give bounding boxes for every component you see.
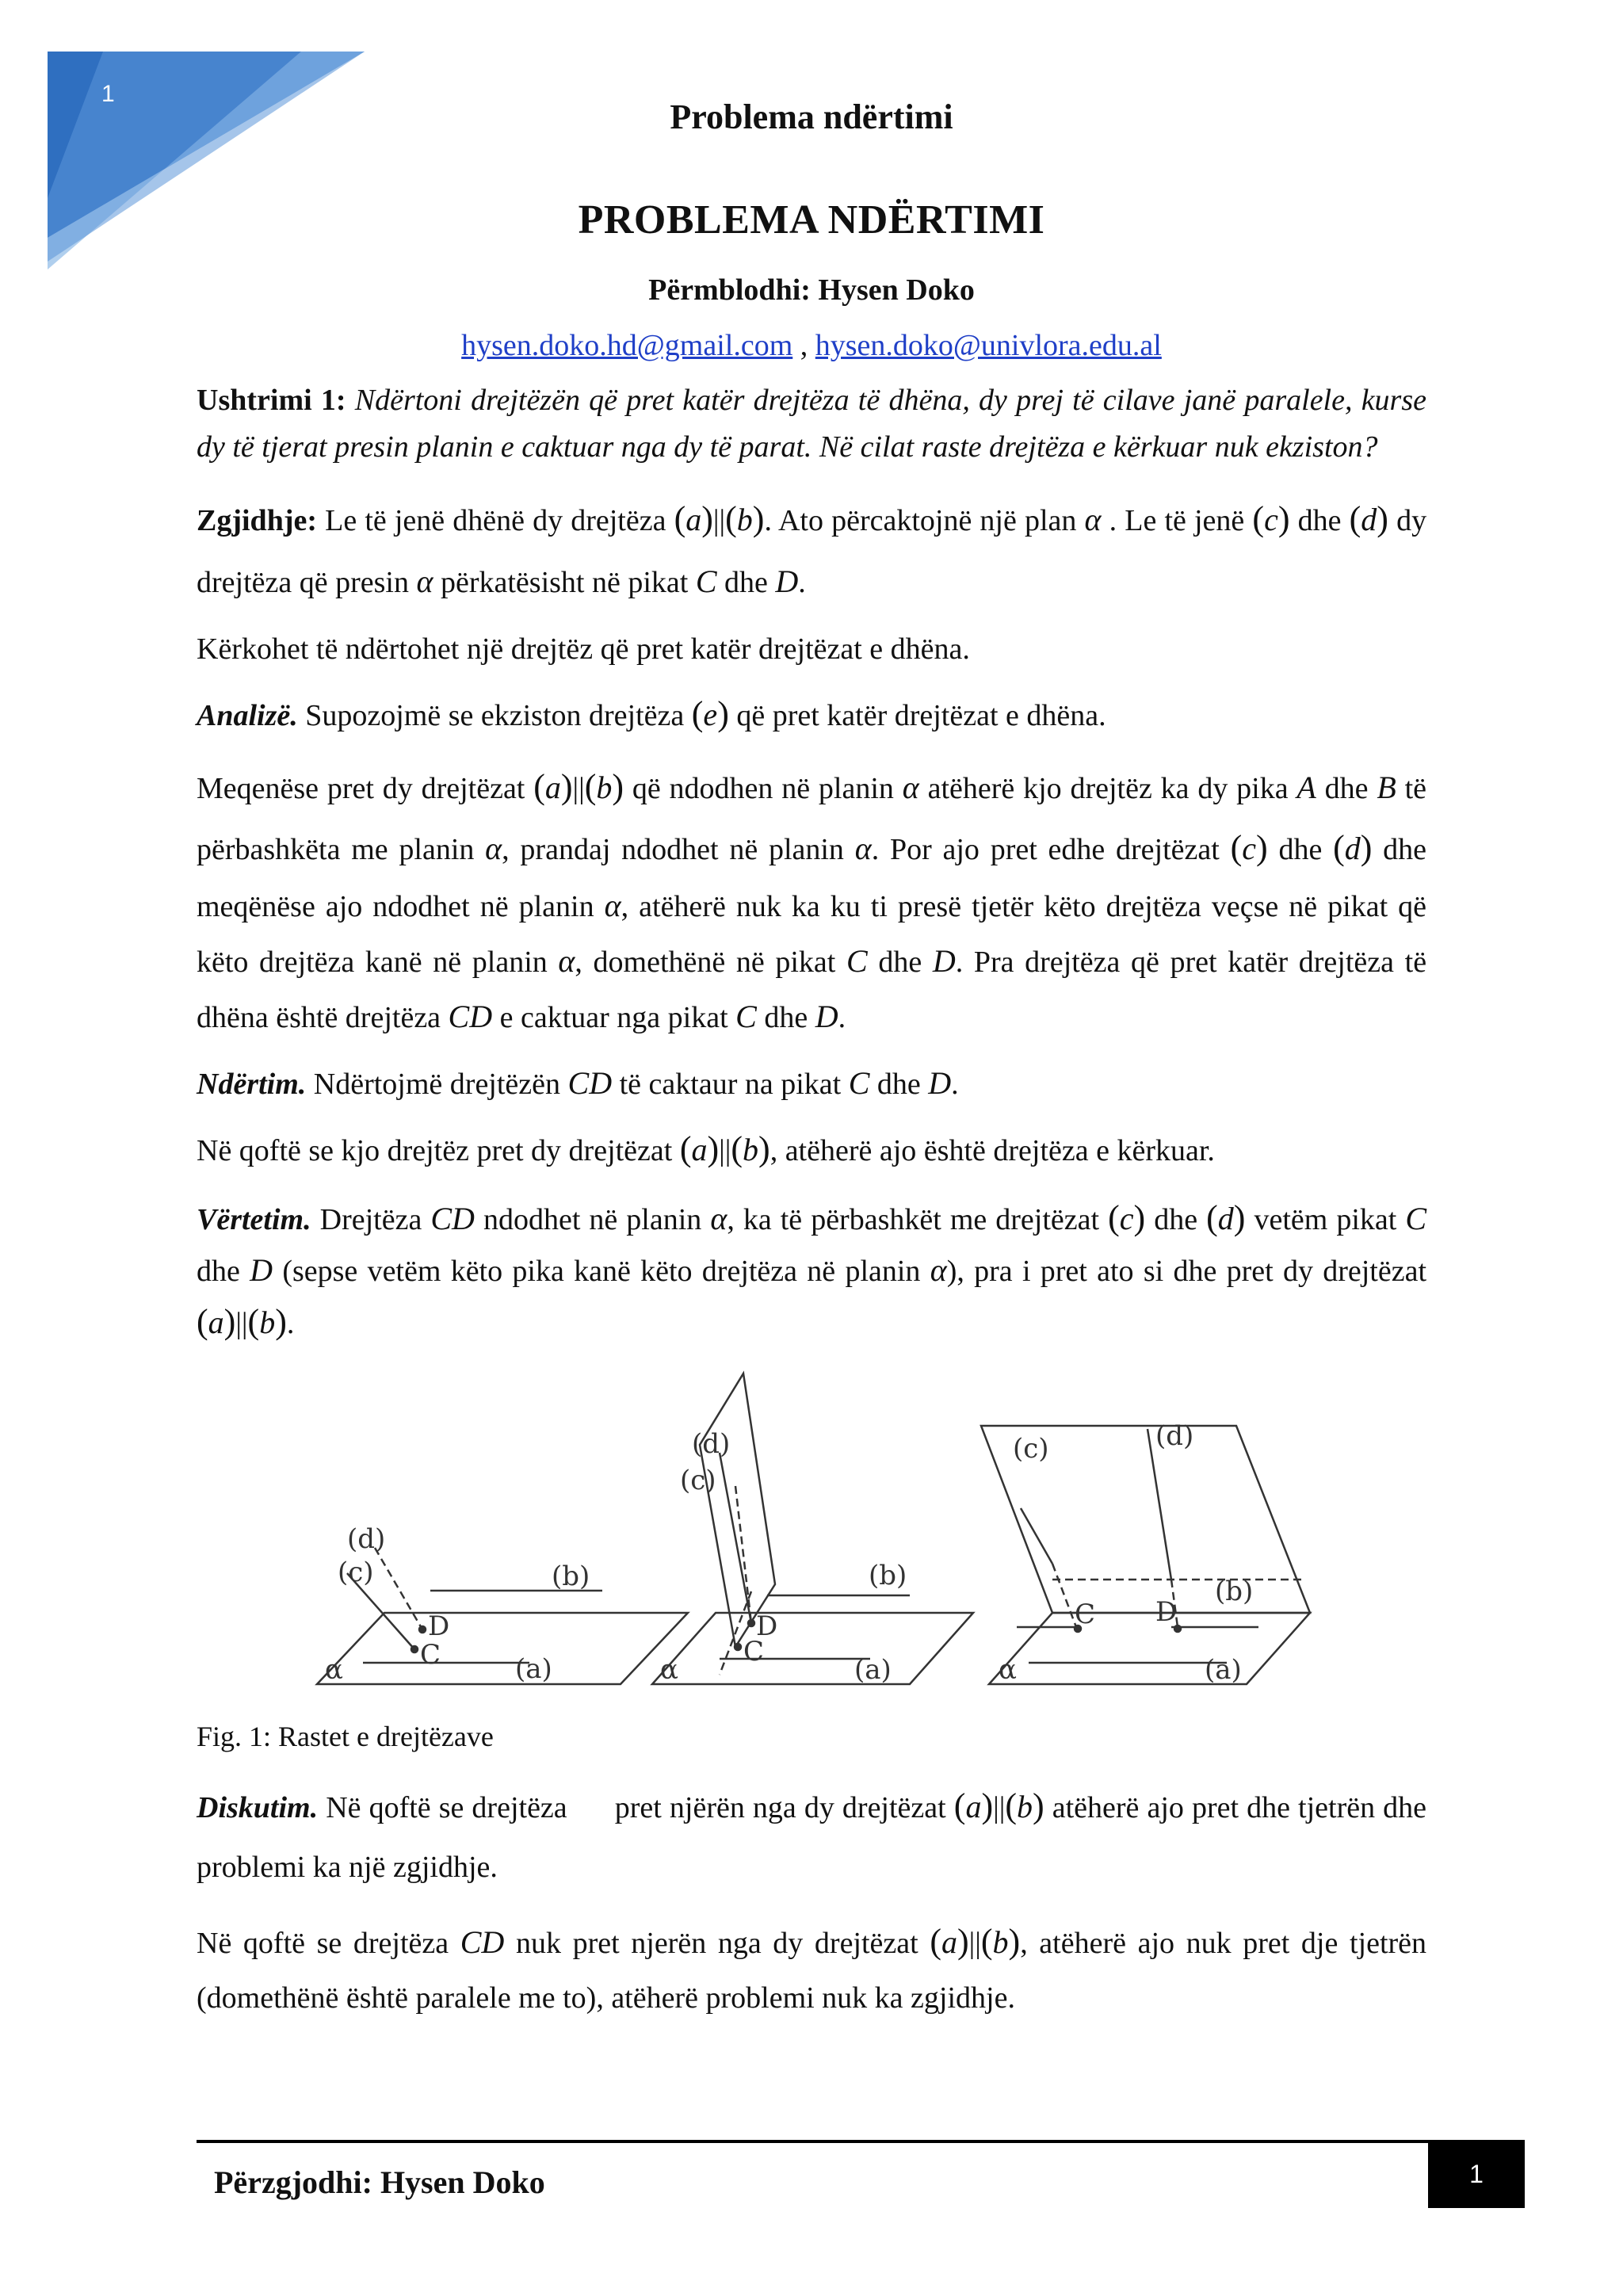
math-alpha: α: [710, 1201, 727, 1237]
math-alpha: α: [930, 1251, 947, 1288]
sought-paragraph: Kërkohet të ndërtohet një drejtëz që pret katër drejtëzat e dhëna.: [197, 632, 970, 667]
main-content: [197, 377, 1426, 2038]
paren: (: [731, 1129, 743, 1169]
figure-diagram: [197, 1366, 1426, 1714]
text: ), pra i pret ato si dhe pret dy drejtëzat: [946, 1254, 1427, 1288]
math-b: b: [259, 1305, 276, 1341]
math-b: b: [596, 770, 613, 806]
fig1-label-b: (b): [552, 1560, 590, 1592]
paren: (: [725, 499, 737, 538]
math-c: c: [1242, 831, 1257, 867]
text: , atëherë ajo është drejtëza e kërkuar.: [769, 1134, 1215, 1168]
paren: (: [1108, 1198, 1120, 1238]
paren: (: [679, 1129, 692, 1169]
math-A: A: [1296, 770, 1316, 806]
fig3-label-a: (a): [1205, 1653, 1242, 1686]
author-line: Përmblodhi: Hysen Doko: [648, 273, 975, 307]
text: Në qoftë se drejtëza: [326, 1790, 567, 1824]
paren: ): [612, 767, 624, 807]
text: (sepse vetëm këto pika kanë këto drejtëza në planin: [282, 1254, 921, 1288]
figure-panel-1: [317, 1523, 688, 1686]
text: , domethënë në pikat: [575, 946, 836, 980]
proof-label: Vërtetim.: [197, 1203, 311, 1237]
fig2-label-a: (a): [854, 1653, 892, 1686]
fig3-label-alpha: α: [999, 1653, 1017, 1686]
paren: ): [707, 1129, 720, 1169]
exercise-label: Ushtrimi 1:: [197, 384, 346, 417]
fig1-label-d: (d): [347, 1522, 386, 1555]
math-D: D: [928, 1065, 952, 1102]
text: dhe: [1278, 833, 1323, 867]
math-b: b: [1016, 1788, 1033, 1824]
text: . Por ajo pret edhe drejtëzat: [871, 833, 1220, 867]
math-alpha: α: [416, 563, 433, 600]
paren: (: [1230, 828, 1243, 868]
fig1-label-C: C: [420, 1638, 441, 1671]
text: . Le të jenë: [1109, 503, 1245, 537]
paren: ): [758, 1129, 770, 1169]
paren: ): [1008, 1921, 1021, 1961]
paren: ): [560, 767, 573, 807]
text: .: [798, 566, 806, 600]
parallel-symbol: ||: [968, 1926, 981, 1960]
paren: ): [701, 499, 713, 538]
paren: (: [1252, 499, 1265, 538]
text: , ka të përbashkët me drejtëzat: [727, 1203, 1100, 1237]
paren: ): [981, 1786, 994, 1825]
math-C: C: [735, 999, 757, 1035]
text: që pret katër drejtëzat e dhëna.: [736, 699, 1106, 733]
since-paragraph: [197, 756, 1426, 1045]
text: dhe: [876, 1068, 921, 1102]
fig1-label-D: D: [428, 1610, 450, 1642]
math-a: a: [208, 1305, 224, 1341]
text: .: [951, 1068, 959, 1102]
math-d: d: [1361, 501, 1377, 537]
email-link-univlora[interactable]: hysen.doko@univlora.edu.al: [815, 329, 1162, 362]
text: ndodhet në planin: [483, 1203, 702, 1237]
paren: ): [1377, 499, 1388, 538]
text: pret njërën nga dy drejtëzat: [614, 1790, 946, 1824]
math-b: b: [743, 1132, 759, 1168]
discussion-paragraph: [197, 1773, 1426, 1897]
math-CD: CD: [430, 1201, 475, 1237]
text: Ndërtojmë drejtëzën: [313, 1068, 561, 1102]
text: dhe: [1324, 772, 1369, 806]
fig2-label-D: D: [756, 1610, 778, 1642]
text: . Ato përcaktojnë një plan: [764, 503, 1077, 537]
paren: ): [1360, 828, 1373, 868]
text: nuk pret njerën nga dy drejtëzat: [515, 1926, 918, 1960]
paren: ): [1256, 828, 1268, 868]
math-a: a: [685, 501, 702, 537]
running-header: Problema ndërtimi: [670, 97, 953, 136]
fig2-label-c: (c): [680, 1464, 716, 1496]
fig1-label-a: (a): [515, 1652, 552, 1685]
figure-line-cases: [197, 1366, 1426, 1714]
footer-rule: [197, 2140, 1434, 2143]
fig2-label-d: (d): [692, 1427, 731, 1460]
math-a: a: [965, 1788, 982, 1824]
fig3-label-D: D: [1155, 1595, 1178, 1628]
figure-panel-3: [981, 1420, 1310, 1686]
math-D: D: [775, 563, 799, 600]
text: .: [838, 1001, 846, 1035]
paren: ): [957, 1921, 969, 1961]
text: Meqenëse pret dy drejtëzat: [197, 772, 525, 806]
math-alpha: α: [558, 943, 575, 980]
math-D: D: [815, 999, 838, 1035]
text: të caktaur na pikat: [619, 1068, 842, 1102]
paren: ): [752, 499, 765, 538]
fig3-label-C: C: [1075, 1598, 1096, 1630]
text: Pra drejtëza që pret katër drejtëza të dhëna është drejtëza: [197, 946, 1427, 1035]
text: Në qoftë se kjo drejtëz pret dy drejtëzat: [197, 1134, 673, 1168]
solution-paragraph: [197, 486, 1426, 613]
math-b: b: [736, 501, 753, 537]
math-alpha: α: [854, 831, 872, 867]
email-links: [0, 328, 1623, 363]
email-separator: ,: [792, 329, 815, 362]
text: vetëm pikat: [1254, 1203, 1397, 1237]
email-link-gmail[interactable]: hysen.doko.hd@gmail.com: [461, 329, 793, 362]
text: Drejtëza: [319, 1203, 422, 1237]
fig1-label-alpha: α: [325, 1653, 343, 1686]
text: dhe meqënëse ajo ndodhet në planin: [197, 833, 1427, 924]
math-CD: CD: [460, 1924, 505, 1960]
paren: (: [980, 1921, 993, 1961]
math-alpha: α: [1084, 501, 1102, 537]
paren: (: [1005, 1786, 1017, 1825]
text: atëherë ajo pret dhe tjetrën dhe problemi ka një zgjidhje.: [197, 1790, 1427, 1885]
paren: ): [223, 1302, 236, 1342]
math-C: C: [848, 1065, 870, 1102]
math-c: c: [1119, 1201, 1134, 1237]
text: dy drejtëza që presin: [197, 503, 1427, 600]
paren: ): [717, 694, 729, 734]
footer-page-number: 1: [1428, 2140, 1525, 2208]
text: përkatësisht në pikat: [440, 566, 689, 600]
footer-credit: Përzgjodhi: Hysen Doko: [214, 2164, 545, 2200]
math-D: D: [250, 1251, 273, 1288]
fig2-label-C: C: [743, 1635, 765, 1668]
fig2-label-alpha: α: [660, 1653, 678, 1686]
math-a: a: [691, 1132, 708, 1168]
header-page-number: 1: [101, 81, 115, 107]
figure-caption: Fig. 1: Rastet e drejtëzave: [197, 1720, 494, 1752]
if-parallel-paragraph: [197, 1122, 1426, 1177]
paren: (: [533, 767, 545, 807]
paren: (: [953, 1786, 966, 1825]
paren: (: [1333, 828, 1345, 868]
text: dhe: [724, 566, 768, 600]
text: Le të jenë dhënë dy drejtëza: [325, 503, 666, 537]
fig1-label-c: (c): [338, 1556, 374, 1588]
math-d: d: [1217, 1201, 1234, 1237]
math-e: e: [703, 697, 718, 733]
analysis-paragraph: [197, 687, 1426, 742]
page-title: PROBLEMA NDËRTIMI: [578, 197, 1045, 243]
no-solution-paragraph: [197, 1911, 1426, 2025]
text: dhe: [1297, 503, 1342, 537]
math-b: b: [992, 1924, 1009, 1960]
text: dhe: [197, 1254, 240, 1288]
math-CD: CD: [448, 999, 493, 1035]
proof-paragraph: [197, 1191, 1426, 1350]
analysis-label: Analizë.: [197, 699, 298, 733]
text: të përbashkëta me planin: [197, 772, 1427, 867]
text: atëherë kjo drejtëz ka dy pika: [927, 772, 1289, 806]
math-CD: CD: [567, 1065, 613, 1102]
math-a: a: [941, 1924, 957, 1960]
math-c: c: [1264, 501, 1278, 537]
text: dhe: [878, 946, 922, 980]
paren: ): [1032, 1786, 1044, 1825]
math-C: C: [846, 943, 868, 980]
paren: (: [197, 1302, 208, 1342]
exercise-paragraph: [197, 377, 1426, 472]
paren: (: [1206, 1198, 1218, 1238]
math-d: d: [1344, 831, 1361, 867]
construction-paragraph: [197, 1059, 1426, 1108]
text: , atëherë nuk ka ku ti presë tjetër këto drejtëza veçse në pikat që këto drejtëza kanë në planin: [197, 890, 1427, 980]
math-alpha: α: [902, 770, 919, 806]
discussion-label: Diskutim.: [197, 1790, 319, 1824]
text: Supozojmë se ekziston drejtëza: [305, 699, 685, 733]
math-a: a: [544, 770, 561, 806]
text: , atëherë ajo nuk pret dje tjetrën (domethënë është paralele me to), atëherë problemi nuk ka zgjidhje.: [197, 1926, 1427, 2015]
math-C: C: [1405, 1201, 1427, 1237]
parallel-symbol: ||: [719, 1134, 731, 1168]
parallel-symbol: ||: [572, 772, 585, 806]
paren: ): [1133, 1198, 1146, 1238]
math-alpha: α: [604, 888, 621, 924]
parallel-symbol: ||: [712, 503, 726, 537]
fig3-label-c: (c): [1013, 1432, 1049, 1465]
paren: (: [1349, 499, 1361, 538]
fig3-label-b: (b): [1215, 1575, 1254, 1607]
paren: (: [247, 1302, 260, 1342]
text: dhe: [764, 1001, 808, 1035]
fig3-label-d: (d): [1155, 1419, 1194, 1452]
figure-panel-2: [652, 1373, 973, 1686]
math-C: C: [695, 563, 717, 600]
text: Në qoftë se drejtëza: [197, 1926, 449, 1960]
text: , prandaj ndodhet në planin: [502, 833, 844, 867]
parallel-symbol: ||: [993, 1790, 1006, 1824]
math-D: D: [932, 943, 956, 980]
text: .: [955, 946, 964, 980]
paren: (: [584, 767, 597, 807]
paren: (: [930, 1921, 941, 1961]
paren: (: [691, 694, 704, 734]
paren: ): [275, 1302, 287, 1342]
parallel-symbol: ||: [235, 1307, 248, 1341]
text: dhe: [1154, 1203, 1198, 1237]
paren: ): [1277, 499, 1290, 538]
text: që ndodhen në planin: [632, 772, 894, 806]
math-B: B: [1377, 770, 1396, 806]
paren: (: [674, 499, 686, 538]
text: .: [286, 1307, 295, 1341]
math-alpha: α: [485, 831, 502, 867]
text: e caktuar nga pikat: [499, 1001, 728, 1035]
exercise-text: Ndërtoni drejtëzën që pret katër drejtëza të dhëna, dy prej të cilave janë paralele, kurse dy të tjerat presin planin e caktuar nga dy të parat. Në cilat raste drejtëza e kërkuar nuk ekziston?: [197, 384, 1427, 464]
solution-label: Zgjidhje:: [197, 503, 317, 537]
construction-label: Ndërtim.: [197, 1068, 307, 1102]
paren: ): [1233, 1198, 1246, 1238]
fig2-label-b: (b): [869, 1559, 907, 1591]
